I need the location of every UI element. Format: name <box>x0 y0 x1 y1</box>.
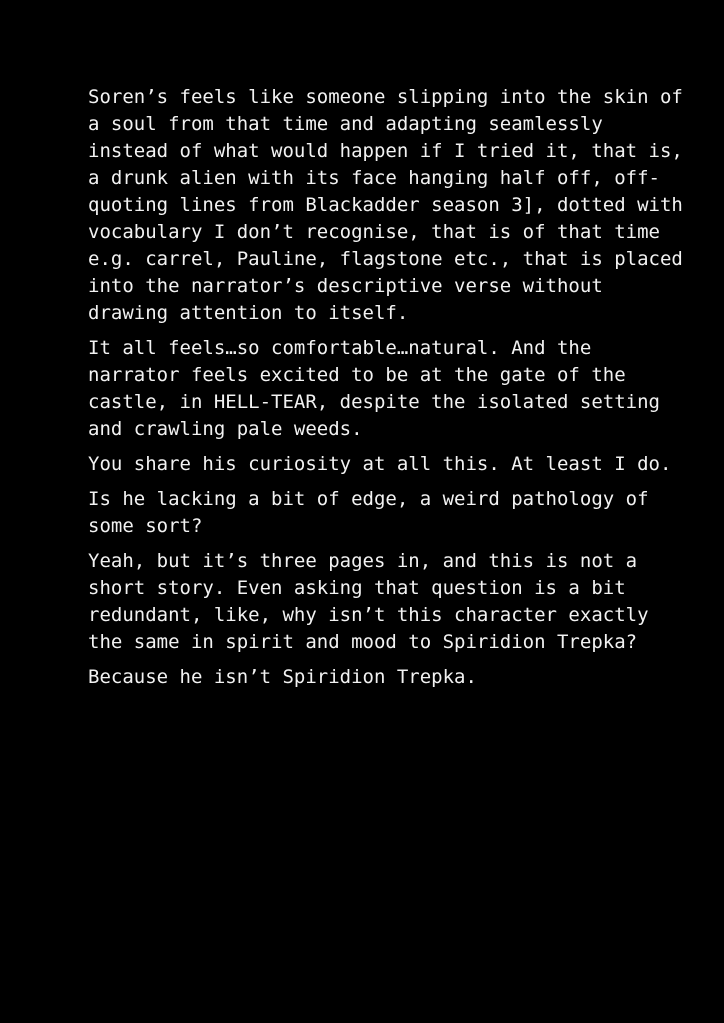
paragraph-1: Soren’s feels like someone slipping into the skin of a soul from that time and adapting seamlessly instead of what would happen if I tried it, that is, a drunk alien with its face hanging half off, off-quoting lines from Blackadder season 3], dotted with vocabulary I don’t recognise, that is of that time e.g. carrel, Pauline, flagstone etc., that is placed into the narrator’s descriptive verse without drawing attention to itself. <box>88 86 683 324</box>
paragraph-4: Is he lacking a bit of edge, a weird pathology of some sort? <box>88 488 649 537</box>
article-body <box>88 84 688 699</box>
paragraph-2: It all feels…so comfortable…natural. And the narrator feels excited to be at the gate of the castle, in HELL-TEAR, despite the isolated setting and crawling pale weeds. <box>88 337 660 440</box>
paragraph-3: You share his curiosity at all this. At least I do. <box>88 453 672 475</box>
paragraph-5: Yeah, but it’s three pages in, and this is not a short story. Even asking that question is a bit redundant, like, why isn’t this character exactly the same in spirit and mood to Spiridion Trepka? <box>88 550 649 653</box>
paragraph-6: Because he isn’t Spiridion Trepka. <box>88 666 477 688</box>
